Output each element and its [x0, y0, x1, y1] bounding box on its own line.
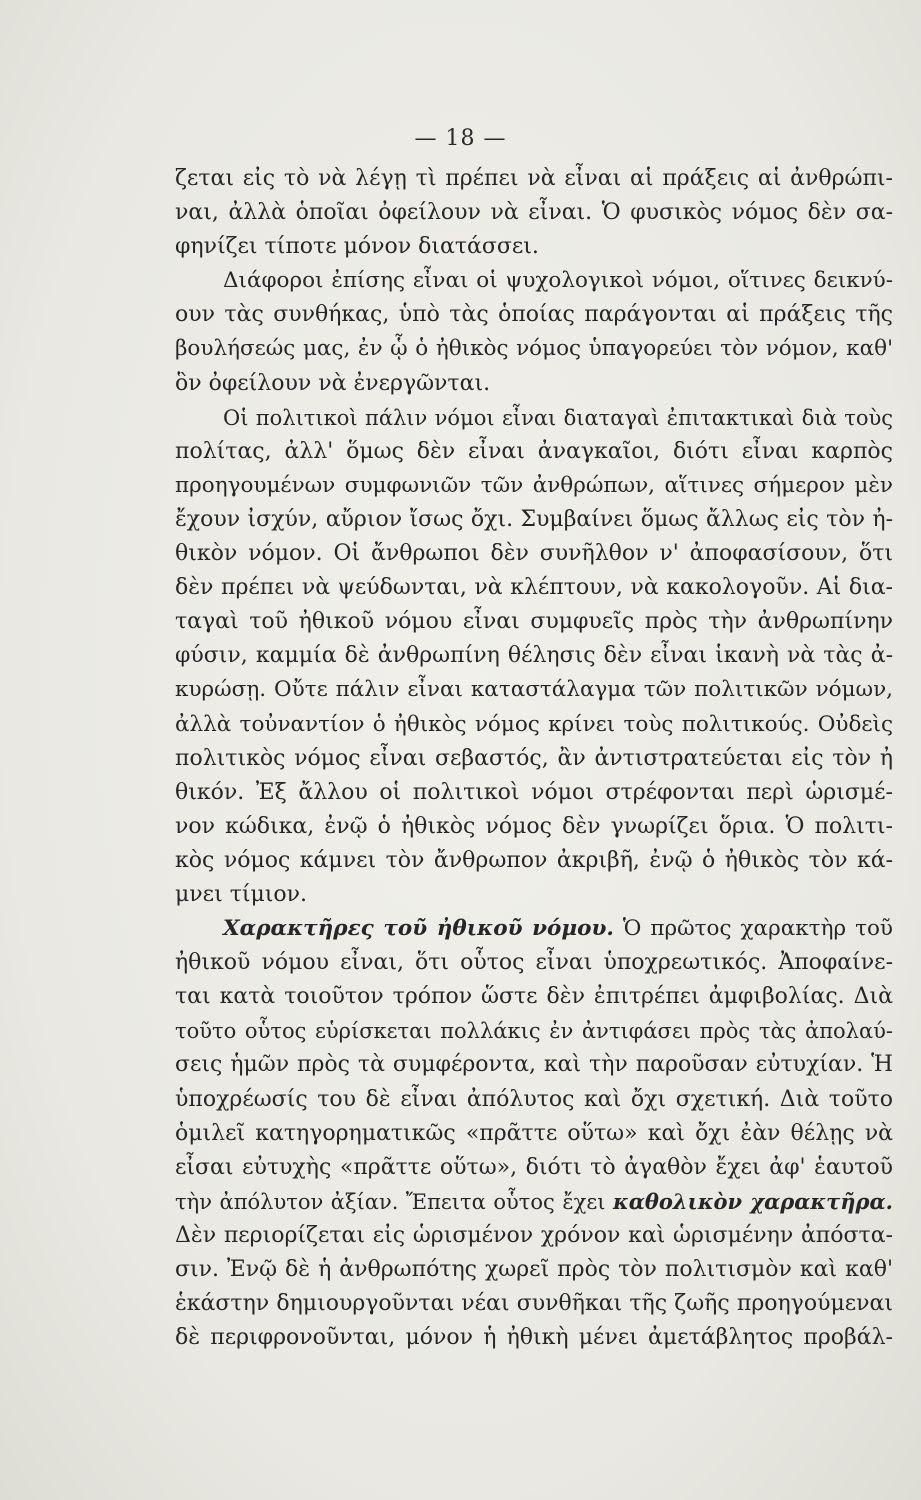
- text-line: κυρώσῃ. Οὔτε πάλιν εἶναι καταστάλαγμα τῶν πολιτικῶν νόμων,: [175, 677, 893, 703]
- text-line: ὑποχρέωσίς του δὲ εἶναι ἀπόλυτος καὶ ὄχι σχετική. Διὰ τοῦτο: [175, 1086, 893, 1112]
- text-line: μνει τίμιον.: [175, 881, 308, 907]
- text-line: ζεται εἰς τὸ νὰ λέγῃ τὶ πρέπει νὰ εἶναι αἱ πράξεις αἱ ἀνθρώπι-: [175, 166, 893, 191]
- text-line: ὃν ὀφείλουν νὰ ἐνεργῶνται.: [175, 370, 491, 396]
- text-line: πολιτικὸς νόμος εἶναι σεβαστός, ἂν ἀντιστρατεύεται εἰς τὸν ἠ: [175, 745, 893, 771]
- text-line: τοῦτο οὗτος εὑρίσκεται πολλάκις ἐν ἀντιφάσει πρὸς τὰς ἀπολαύ-: [175, 1019, 893, 1044]
- text-line: σιν. Ἐνῷ δὲ ἡ ἀνθρωπότης χωρεῖ πρὸς τὸν πολιτισμὸν καὶ καθ': [175, 1257, 893, 1282]
- text-line: προηγουμένων συμφωνιῶν τῶν ἀνθρώπων, αἵτινες σήμερον μὲν: [175, 472, 893, 498]
- text-line: ἀλλὰ τοὐναντίον ὁ ἠθικὸς νόμος κρίνει τοὺς πολιτικούς. Οὐδεὶς: [175, 711, 893, 737]
- text-line: ὁμιλεῖ κατηγορηματικῶς «πρᾶττε οὕτω» καὶ ὄχι ἐὰν θέλῃς νὰ: [175, 1120, 893, 1146]
- text-line: ἔχουν ἰσχύν, αὔριον ἴσως ὄχι. Συμβαίνει ὅμως ἄλλως εἰς τὸν ἠ-: [175, 506, 893, 532]
- emphasis-line: [175, 1185, 893, 1219]
- section-heading: Χαρακτῆρες τοῦ ἠθικοῦ νόμου.: [223, 916, 614, 942]
- text-line: Δὲν περιορίζεται εἰς ὡρισμένον χρόνον καὶ ὡρισμένην ἀπόστα-: [175, 1222, 893, 1248]
- text-line: Οἱ πολιτικοὶ πάλιν νόμοι εἶναι διαταγαὶ ἐπιτακτικαὶ διὰ τοὺς: [223, 405, 893, 430]
- emphasis-phrase: καθολικὸν χαρακτῆρα.: [613, 1188, 893, 1214]
- section-first-line: [175, 912, 893, 946]
- text-line: φηνίζει τίποτε μόνον διατάσσει.: [175, 234, 539, 260]
- body-text: [175, 162, 893, 1355]
- text-line: κὸς νόμος κάμνει τὸν ἄνθρωπον ἀκριβῆ, ἐνῷ ὁ ἠθικὸς τὸν κά-: [175, 847, 893, 873]
- text-line: Διάφοροι ἐπίσης εἶναι οἱ ψυχολογικοὶ νόμοι, οἵτινες δεικνύ-: [223, 268, 893, 294]
- section-first-line-rest: Ὁ πρῶτος χαρακτὴρ τοῦ: [622, 916, 893, 942]
- text-line: ται κατὰ τοιοῦτον τρόπον ὥστε δὲν ἐπιτρέπει ἀμφιβολίας. Διὰ: [175, 984, 893, 1010]
- text-line: θικόν. Ἐξ ἄλλου οἱ πολιτικοὶ νόμοι στρέφονται περὶ ὡρισμέ-: [175, 779, 893, 805]
- text-line: δὲν πρέπει νὰ ψεύδωνται, νὰ κλέπτουν, νὰ κακολογοῦν. Αἱ δια-: [175, 575, 893, 601]
- text-line: σεις ἡμῶν πρὸς τὰ συμφέροντα, καὶ τὴν παροῦσαν εὐτυχίαν. Ἡ: [175, 1052, 893, 1078]
- text-line: βουλήσεώς μας, ἐν ᾧ ὁ ἠθικὸς νόμος ὑπαγορεύει τὸν νόμον, καθ': [175, 336, 893, 362]
- text-line: εἶσαι εὐτυχὴς «πρᾶττε οὕτω», διότι τὸ ἀγαθὸν ἔχει ἀφ' ἑαυτοῦ: [175, 1154, 893, 1180]
- text-line: δὲ περιφρονοῦνται, μόνον ἡ ἠθικὴ μένει ἀμετάβλητος προβάλ-: [175, 1325, 893, 1351]
- text-line: ἑκάστην δημιουργοῦνται νέαι συνθῆκαι τῆς ζωῆς προηγούμεναι: [175, 1291, 893, 1317]
- page-number: — 18 —: [414, 126, 507, 151]
- text-line: ναι, ἀλλὰ ὁποῖαι ὀφείλουν νὰ εἶναι. Ὁ φυσικὸς νόμος δὲν σα-: [175, 200, 893, 226]
- text-line: νον κώδικα, ἐνῷ ὁ ἠθικὸς νόμος δὲν γνωρίζει ὅρια. Ὁ πολιτι-: [175, 813, 893, 839]
- text-line: ουν τὰς συνθήκας, ὑπὸ τὰς ὁποίας παράγονται αἱ πράξεις τῆς: [175, 302, 893, 328]
- text-line: ἠθικοῦ νόμου εἶναι, ὅτι οὗτος εἶναι ὑποχρεωτικός. Ἀποφαίνε-: [175, 950, 893, 976]
- emphasis-line-prefix: τὴν ἀπόλυτον ἀξίαν. Ἔπειτα οὗτος ἔχει: [175, 1189, 606, 1214]
- text-line: πολίτας, ἀλλ' ὅμως δὲν εἶναι ἀναγκαῖοι, διότι εἶναι καρπὸς: [175, 438, 893, 464]
- text-line: φύσιν, καμμία δὲ ἀνθρωπίνη θέλησις δὲν εἶναι ἱκανὴ νὰ τὰς ἀ-: [175, 643, 893, 669]
- text-line: θικὸν νόμον. Οἱ ἄνθρωποι δὲν συνῆλθον ν' ἀποφασίσουν, ὅτι: [175, 541, 893, 567]
- text-line: ταγαὶ τοῦ ἠθικοῦ νόμου εἶναι συμφυεῖς πρὸς τὴν ἀνθρωπίνην: [175, 609, 893, 635]
